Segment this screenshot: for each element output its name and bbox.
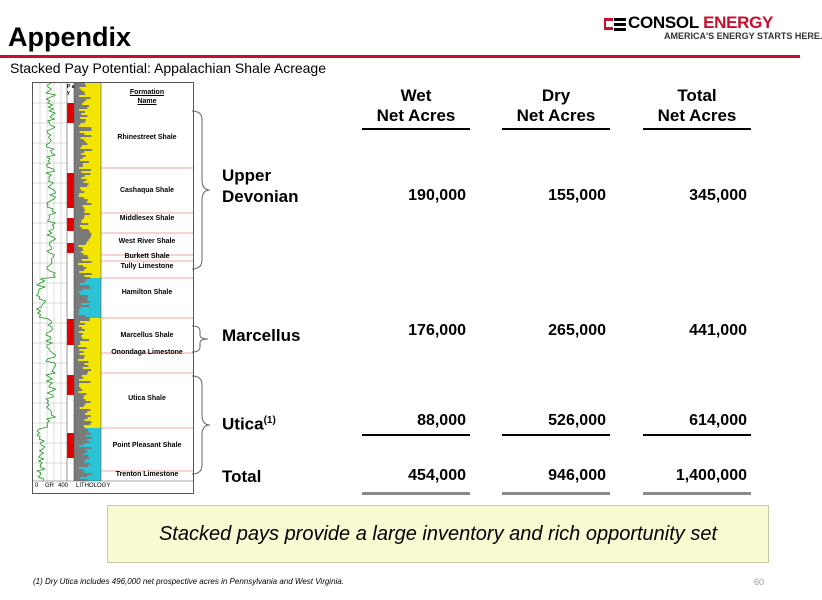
row-label-total: Total <box>222 467 262 486</box>
page-title: Appendix <box>8 22 132 52</box>
marcellus-total: 441,000 <box>689 322 747 339</box>
marcellus-brace <box>190 325 214 353</box>
formation-label: Onondaga Limestone <box>111 349 183 356</box>
gr-axis-label: GR <box>45 483 54 489</box>
key-message-callout <box>107 505 769 563</box>
utica-total: 614,000 <box>689 412 747 429</box>
lithology-axis-label: LITHOLOGY <box>76 483 111 489</box>
header-wet-net-acres <box>362 86 470 126</box>
logo-tagline: AMERICA'S ENERGY STARTS HERE. <box>664 31 822 41</box>
header-total-line2: Net Acres <box>657 106 737 125</box>
key-message-text: Stacked pays provide a large inventory and rich opportunity set <box>158 522 718 545</box>
gr-axis-min: 0 <box>35 483 39 489</box>
formation-label: Middlesex Shale <box>119 215 175 222</box>
well-log-figure <box>32 82 194 494</box>
formation-label: Burkett Shale <box>124 253 170 260</box>
upper-devonian-dry: 155,000 <box>548 187 606 204</box>
formation-label: Point Pleasant Shale <box>112 442 182 449</box>
header-total-rule <box>643 128 751 130</box>
header-wet-rule <box>362 128 470 130</box>
formation-label: Rhinestreet Shale <box>117 134 177 141</box>
formation-label: Utica Shale <box>128 395 166 402</box>
total-dry-rule <box>502 492 610 495</box>
row-label-upper-devonian-line1: Upper <box>222 166 272 185</box>
total-dry: 946,000 <box>548 467 606 484</box>
marcellus-dry: 265,000 <box>548 322 606 339</box>
total-total-rule <box>643 492 751 495</box>
well-log-graphic <box>33 83 193 493</box>
header-wet-line1: Wet <box>400 86 432 105</box>
page-subtitle: Stacked Pay Potential: Appalachian Shale Acreage <box>10 60 326 76</box>
formation-label: Hamilton Shale <box>121 289 173 296</box>
upper-devonian-brace <box>190 110 214 270</box>
header-wet-line2: Net Acres <box>376 106 456 125</box>
header-dry-line2: Net Acres <box>516 106 596 125</box>
title-divider <box>0 55 800 58</box>
logo-word-consol: CONSOL <box>628 13 699 32</box>
total-wet: 454,000 <box>408 467 466 484</box>
row-label-upper-devonian-line2: Devonian <box>222 187 299 206</box>
logo-mark-icon <box>604 16 626 32</box>
row-label-marcellus: Marcellus <box>222 326 301 345</box>
formation-name-header: Formation Name <box>129 89 165 105</box>
total-wet-rule <box>362 492 470 495</box>
utica-total-underline <box>643 434 751 436</box>
gr-axis-max: 400 <box>58 483 69 489</box>
page-number: 60 <box>754 577 765 587</box>
utica-wet: 88,000 <box>417 412 466 429</box>
upper-devonian-total: 345,000 <box>689 187 747 204</box>
upper-devonian-wet: 190,000 <box>408 187 466 204</box>
total-total: 1,400,000 <box>675 467 747 484</box>
company-logo <box>604 13 822 45</box>
header-total-line1: Total <box>677 86 717 105</box>
formation-label: Cashaqua Shale <box>119 187 175 194</box>
header-dry-rule <box>502 128 610 130</box>
formation-label: Trenton Limestone <box>115 471 179 478</box>
marcellus-wet: 176,000 <box>408 322 466 339</box>
formation-label: Marcellus Shale <box>120 332 174 339</box>
header-dry-line1: Dry <box>541 86 571 105</box>
utica-brace <box>190 375 214 475</box>
row-label-upper-devonian <box>222 165 299 207</box>
utica-wet-underline <box>362 434 470 436</box>
formation-label: Tully Limestone <box>120 263 174 270</box>
logo-word-energy: ENERGY <box>703 13 774 32</box>
utica-footnote-marker: (1) <box>263 415 276 426</box>
formation-label: West River Shale <box>118 238 176 245</box>
utica-dry: 526,000 <box>548 412 606 429</box>
logo-wordmark <box>628 13 773 33</box>
row-label-utica <box>222 410 276 435</box>
header-dry-net-acres <box>502 86 610 126</box>
row-label-utica-text: Utica <box>222 414 264 434</box>
footnote: (1) Dry Utica includes 496,000 net prospective acres in Pennsylvania and West Virginia. <box>33 577 344 586</box>
pay-column-label: P a y <box>67 84 75 96</box>
utica-dry-underline <box>502 434 610 436</box>
header-total-net-acres <box>643 86 751 126</box>
